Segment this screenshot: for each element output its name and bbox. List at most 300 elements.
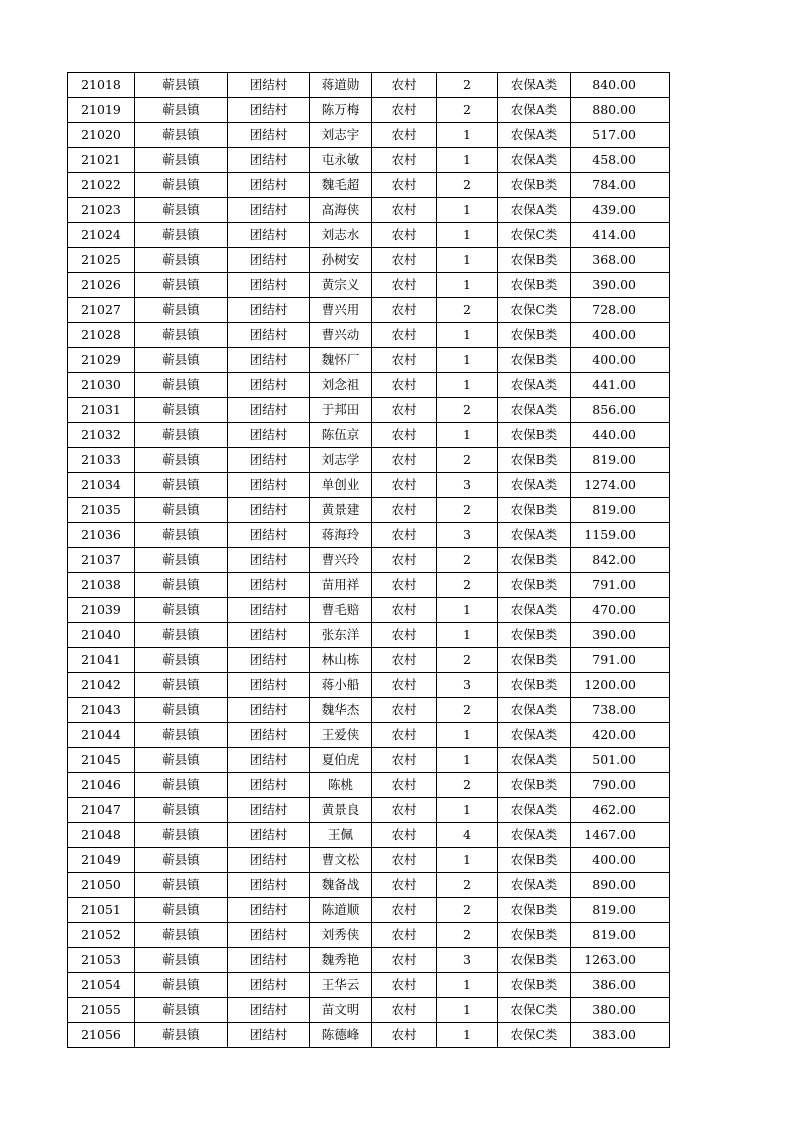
record-id-cell: 21042 <box>68 673 135 698</box>
category-cell: 农保B类 <box>498 648 571 673</box>
category-cell: 农保A类 <box>498 98 571 123</box>
name-cell: 曹毛赔 <box>310 598 372 623</box>
village-cell: 团结村 <box>228 448 310 473</box>
category-cell: 农保B类 <box>498 423 571 448</box>
household-type-cell: 农村 <box>372 823 437 848</box>
category-cell: 农保A类 <box>498 373 571 398</box>
member-count-cell: 1 <box>437 973 498 998</box>
town-cell: 蕲县镇 <box>135 973 228 998</box>
record-id-cell: 21019 <box>68 98 135 123</box>
town-cell: 蕲县镇 <box>135 873 228 898</box>
record-id-cell: 21045 <box>68 748 135 773</box>
amount-cell: 1274.00 <box>571 473 670 498</box>
record-id-cell: 21034 <box>68 473 135 498</box>
name-cell: 蒋海玲 <box>310 523 372 548</box>
category-cell: 农保A类 <box>498 123 571 148</box>
village-cell: 团结村 <box>228 398 310 423</box>
category-cell: 农保B类 <box>498 548 571 573</box>
village-cell: 团结村 <box>228 148 310 173</box>
name-cell: 刘志水 <box>310 223 372 248</box>
member-count-cell: 1 <box>437 848 498 873</box>
record-id-cell: 21044 <box>68 723 135 748</box>
table-row <box>68 748 670 773</box>
amount-cell: 368.00 <box>571 248 670 273</box>
category-cell: 农保B类 <box>498 173 571 198</box>
household-type-cell: 农村 <box>372 473 437 498</box>
name-cell: 黄景良 <box>310 798 372 823</box>
name-cell: 陈德峰 <box>310 1023 372 1048</box>
town-cell: 蕲县镇 <box>135 373 228 398</box>
table-row <box>68 948 670 973</box>
member-count-cell: 1 <box>437 798 498 823</box>
category-cell: 农保A类 <box>498 823 571 848</box>
amount-cell: 420.00 <box>571 723 670 748</box>
village-cell: 团结村 <box>228 648 310 673</box>
amount-cell: 380.00 <box>571 998 670 1023</box>
member-count-cell: 2 <box>437 698 498 723</box>
category-cell: 农保B类 <box>498 623 571 648</box>
category-cell: 农保B类 <box>498 898 571 923</box>
table-row <box>68 848 670 873</box>
town-cell: 蕲县镇 <box>135 648 228 673</box>
village-cell: 团结村 <box>228 698 310 723</box>
town-cell: 蕲县镇 <box>135 598 228 623</box>
category-cell: 农保A类 <box>498 723 571 748</box>
name-cell: 王爱侠 <box>310 723 372 748</box>
household-type-cell: 农村 <box>372 73 437 98</box>
amount-cell: 440.00 <box>571 423 670 448</box>
amount-cell: 880.00 <box>571 98 670 123</box>
table-row <box>68 698 670 723</box>
record-id-cell: 21041 <box>68 648 135 673</box>
record-id-cell: 21055 <box>68 998 135 1023</box>
member-count-cell: 1 <box>437 1023 498 1048</box>
village-cell: 团结村 <box>228 973 310 998</box>
town-cell: 蕲县镇 <box>135 148 228 173</box>
category-cell: 农保B类 <box>498 248 571 273</box>
table-row <box>68 248 670 273</box>
table-row <box>68 598 670 623</box>
member-count-cell: 2 <box>437 173 498 198</box>
member-count-cell: 1 <box>437 423 498 448</box>
town-cell: 蕲县镇 <box>135 423 228 448</box>
household-type-cell: 农村 <box>372 923 437 948</box>
category-cell: 农保A类 <box>498 748 571 773</box>
village-cell: 团结村 <box>228 373 310 398</box>
name-cell: 孙树安 <box>310 248 372 273</box>
town-cell: 蕲县镇 <box>135 73 228 98</box>
member-count-cell: 1 <box>437 598 498 623</box>
name-cell: 刘志学 <box>310 448 372 473</box>
name-cell: 单创业 <box>310 473 372 498</box>
category-cell: 农保B类 <box>498 348 571 373</box>
town-cell: 蕲县镇 <box>135 398 228 423</box>
amount-cell: 790.00 <box>571 773 670 798</box>
town-cell: 蕲县镇 <box>135 273 228 298</box>
category-cell: 农保A类 <box>498 698 571 723</box>
category-cell: 农保A类 <box>498 473 571 498</box>
household-type-cell: 农村 <box>372 748 437 773</box>
beneficiary-table <box>67 72 670 1048</box>
household-type-cell: 农村 <box>372 323 437 348</box>
record-id-cell: 21043 <box>68 698 135 723</box>
amount-cell: 1200.00 <box>571 673 670 698</box>
table-row <box>68 798 670 823</box>
record-id-cell: 21048 <box>68 823 135 848</box>
amount-cell: 1467.00 <box>571 823 670 848</box>
name-cell: 王华云 <box>310 973 372 998</box>
village-cell: 团结村 <box>228 298 310 323</box>
village-cell: 团结村 <box>228 223 310 248</box>
member-count-cell: 2 <box>437 873 498 898</box>
member-count-cell: 3 <box>437 948 498 973</box>
amount-cell: 1159.00 <box>571 523 670 548</box>
table-row <box>68 648 670 673</box>
name-cell: 黄景建 <box>310 498 372 523</box>
member-count-cell: 3 <box>437 523 498 548</box>
town-cell: 蕲县镇 <box>135 298 228 323</box>
town-cell: 蕲县镇 <box>135 823 228 848</box>
name-cell: 魏毛超 <box>310 173 372 198</box>
village-cell: 团结村 <box>228 773 310 798</box>
name-cell: 魏备战 <box>310 873 372 898</box>
village-cell: 团结村 <box>228 923 310 948</box>
household-type-cell: 农村 <box>372 698 437 723</box>
member-count-cell: 2 <box>437 648 498 673</box>
category-cell: 农保B类 <box>498 273 571 298</box>
record-id-cell: 21023 <box>68 198 135 223</box>
name-cell: 于邦田 <box>310 398 372 423</box>
town-cell: 蕲县镇 <box>135 248 228 273</box>
record-id-cell: 21026 <box>68 273 135 298</box>
name-cell: 曹兴用 <box>310 298 372 323</box>
town-cell: 蕲县镇 <box>135 673 228 698</box>
record-id-cell: 21037 <box>68 548 135 573</box>
household-type-cell: 农村 <box>372 623 437 648</box>
category-cell: 农保B类 <box>498 923 571 948</box>
table-row <box>68 373 670 398</box>
table-row <box>68 473 670 498</box>
member-count-cell: 2 <box>437 923 498 948</box>
name-cell: 张东洋 <box>310 623 372 648</box>
village-cell: 团结村 <box>228 898 310 923</box>
category-cell: 农保A类 <box>498 198 571 223</box>
member-count-cell: 1 <box>437 273 498 298</box>
member-count-cell: 1 <box>437 623 498 648</box>
household-type-cell: 农村 <box>372 548 437 573</box>
amount-cell: 1263.00 <box>571 948 670 973</box>
village-cell: 团结村 <box>228 273 310 298</box>
town-cell: 蕲县镇 <box>135 748 228 773</box>
village-cell: 团结村 <box>228 873 310 898</box>
town-cell: 蕲县镇 <box>135 548 228 573</box>
name-cell: 刘志宇 <box>310 123 372 148</box>
town-cell: 蕲县镇 <box>135 848 228 873</box>
table-body <box>68 73 670 1048</box>
member-count-cell: 1 <box>437 148 498 173</box>
category-cell: 农保B类 <box>498 448 571 473</box>
member-count-cell: 2 <box>437 898 498 923</box>
village-cell: 团结村 <box>228 73 310 98</box>
record-id-cell: 21039 <box>68 598 135 623</box>
record-id-cell: 21032 <box>68 423 135 448</box>
amount-cell: 890.00 <box>571 873 670 898</box>
table-row <box>68 148 670 173</box>
name-cell: 刘秀侠 <box>310 923 372 948</box>
village-cell: 团结村 <box>228 723 310 748</box>
table-row <box>68 548 670 573</box>
table-row <box>68 923 670 948</box>
household-type-cell: 农村 <box>372 973 437 998</box>
record-id-cell: 21033 <box>68 448 135 473</box>
amount-cell: 439.00 <box>571 198 670 223</box>
amount-cell: 390.00 <box>571 273 670 298</box>
village-cell: 团结村 <box>228 523 310 548</box>
category-cell: 农保B类 <box>498 773 571 798</box>
amount-cell: 414.00 <box>571 223 670 248</box>
member-count-cell: 1 <box>437 373 498 398</box>
name-cell: 黄宗义 <box>310 273 372 298</box>
amount-cell: 738.00 <box>571 698 670 723</box>
village-cell: 团结村 <box>228 248 310 273</box>
amount-cell: 819.00 <box>571 923 670 948</box>
town-cell: 蕲县镇 <box>135 123 228 148</box>
table-row <box>68 73 670 98</box>
village-cell: 团结村 <box>228 623 310 648</box>
record-id-cell: 21021 <box>68 148 135 173</box>
table-row <box>68 323 670 348</box>
category-cell: 农保A类 <box>498 598 571 623</box>
member-count-cell: 1 <box>437 723 498 748</box>
category-cell: 农保A类 <box>498 148 571 173</box>
record-id-cell: 21053 <box>68 948 135 973</box>
town-cell: 蕲县镇 <box>135 698 228 723</box>
record-id-cell: 21018 <box>68 73 135 98</box>
village-cell: 团结村 <box>228 823 310 848</box>
household-type-cell: 农村 <box>372 573 437 598</box>
household-type-cell: 农村 <box>372 298 437 323</box>
name-cell: 曹兴玲 <box>310 548 372 573</box>
amount-cell: 517.00 <box>571 123 670 148</box>
record-id-cell: 21054 <box>68 973 135 998</box>
category-cell: 农保A类 <box>498 523 571 548</box>
name-cell: 曹文松 <box>310 848 372 873</box>
table-row <box>68 973 670 998</box>
record-id-cell: 21036 <box>68 523 135 548</box>
town-cell: 蕲县镇 <box>135 323 228 348</box>
village-cell: 团结村 <box>228 198 310 223</box>
village-cell: 团结村 <box>228 573 310 598</box>
member-count-cell: 4 <box>437 823 498 848</box>
household-type-cell: 农村 <box>372 1023 437 1048</box>
household-type-cell: 农村 <box>372 773 437 798</box>
table-row <box>68 623 670 648</box>
village-cell: 团结村 <box>228 548 310 573</box>
name-cell: 魏秀艳 <box>310 948 372 973</box>
table-row <box>68 298 670 323</box>
village-cell: 团结村 <box>228 748 310 773</box>
category-cell: 农保C类 <box>498 998 571 1023</box>
amount-cell: 470.00 <box>571 598 670 623</box>
record-id-cell: 21022 <box>68 173 135 198</box>
village-cell: 团结村 <box>228 123 310 148</box>
table-row <box>68 198 670 223</box>
village-cell: 团结村 <box>228 423 310 448</box>
record-id-cell: 21038 <box>68 573 135 598</box>
table-row <box>68 873 670 898</box>
household-type-cell: 农村 <box>372 998 437 1023</box>
village-cell: 团结村 <box>228 498 310 523</box>
member-count-cell: 1 <box>437 223 498 248</box>
household-type-cell: 农村 <box>372 948 437 973</box>
village-cell: 团结村 <box>228 1023 310 1048</box>
category-cell: 农保A类 <box>498 73 571 98</box>
town-cell: 蕲县镇 <box>135 798 228 823</box>
household-type-cell: 农村 <box>372 348 437 373</box>
record-id-cell: 21024 <box>68 223 135 248</box>
village-cell: 团结村 <box>228 473 310 498</box>
name-cell: 王佩 <box>310 823 372 848</box>
household-type-cell: 农村 <box>372 98 437 123</box>
town-cell: 蕲县镇 <box>135 173 228 198</box>
amount-cell: 791.00 <box>571 573 670 598</box>
amount-cell: 840.00 <box>571 73 670 98</box>
name-cell: 曹兴动 <box>310 323 372 348</box>
member-count-cell: 1 <box>437 323 498 348</box>
record-id-cell: 21050 <box>68 873 135 898</box>
member-count-cell: 1 <box>437 998 498 1023</box>
name-cell: 陈伍京 <box>310 423 372 448</box>
name-cell: 陈万梅 <box>310 98 372 123</box>
category-cell: 农保B类 <box>498 323 571 348</box>
amount-cell: 819.00 <box>571 498 670 523</box>
name-cell: 屯永敏 <box>310 148 372 173</box>
record-id-cell: 21056 <box>68 1023 135 1048</box>
name-cell: 苗用祥 <box>310 573 372 598</box>
table-row <box>68 723 670 748</box>
member-count-cell: 1 <box>437 748 498 773</box>
household-type-cell: 农村 <box>372 223 437 248</box>
amount-cell: 462.00 <box>571 798 670 823</box>
table-row <box>68 398 670 423</box>
record-id-cell: 21046 <box>68 773 135 798</box>
member-count-cell: 2 <box>437 573 498 598</box>
town-cell: 蕲县镇 <box>135 98 228 123</box>
table-row <box>68 348 670 373</box>
table-row <box>68 523 670 548</box>
name-cell: 陈道顺 <box>310 898 372 923</box>
town-cell: 蕲县镇 <box>135 723 228 748</box>
table-row <box>68 998 670 1023</box>
village-cell: 团结村 <box>228 598 310 623</box>
amount-cell: 383.00 <box>571 1023 670 1048</box>
town-cell: 蕲县镇 <box>135 448 228 473</box>
amount-cell: 400.00 <box>571 348 670 373</box>
household-type-cell: 农村 <box>372 498 437 523</box>
name-cell: 刘念祖 <box>310 373 372 398</box>
village-cell: 团结村 <box>228 673 310 698</box>
town-cell: 蕲县镇 <box>135 948 228 973</box>
town-cell: 蕲县镇 <box>135 923 228 948</box>
name-cell: 夏伯虎 <box>310 748 372 773</box>
name-cell: 魏怀厂 <box>310 348 372 373</box>
table-row <box>68 498 670 523</box>
member-count-cell: 3 <box>437 473 498 498</box>
household-type-cell: 农村 <box>372 523 437 548</box>
amount-cell: 791.00 <box>571 648 670 673</box>
table-row <box>68 423 670 448</box>
member-count-cell: 2 <box>437 773 498 798</box>
category-cell: 农保B类 <box>498 973 571 998</box>
member-count-cell: 3 <box>437 673 498 698</box>
name-cell: 魏华杰 <box>310 698 372 723</box>
record-id-cell: 21052 <box>68 923 135 948</box>
record-id-cell: 21030 <box>68 373 135 398</box>
town-cell: 蕲县镇 <box>135 198 228 223</box>
name-cell: 林山栋 <box>310 648 372 673</box>
household-type-cell: 农村 <box>372 673 437 698</box>
category-cell: 农保A类 <box>498 873 571 898</box>
household-type-cell: 农村 <box>372 123 437 148</box>
name-cell: 蒋小船 <box>310 673 372 698</box>
household-type-cell: 农村 <box>372 798 437 823</box>
table-row <box>68 1023 670 1048</box>
category-cell: 农保A类 <box>498 398 571 423</box>
record-id-cell: 21035 <box>68 498 135 523</box>
town-cell: 蕲县镇 <box>135 348 228 373</box>
household-type-cell: 农村 <box>372 198 437 223</box>
town-cell: 蕲县镇 <box>135 773 228 798</box>
town-cell: 蕲县镇 <box>135 523 228 548</box>
amount-cell: 441.00 <box>571 373 670 398</box>
record-id-cell: 21025 <box>68 248 135 273</box>
member-count-cell: 2 <box>437 73 498 98</box>
household-type-cell: 农村 <box>372 848 437 873</box>
amount-cell: 784.00 <box>571 173 670 198</box>
household-type-cell: 农村 <box>372 273 437 298</box>
amount-cell: 819.00 <box>571 448 670 473</box>
town-cell: 蕲县镇 <box>135 1023 228 1048</box>
household-type-cell: 农村 <box>372 173 437 198</box>
name-cell: 蒋道勋 <box>310 73 372 98</box>
category-cell: 农保B类 <box>498 848 571 873</box>
member-count-cell: 2 <box>437 398 498 423</box>
amount-cell: 842.00 <box>571 548 670 573</box>
amount-cell: 728.00 <box>571 298 670 323</box>
name-cell: 陈桃 <box>310 773 372 798</box>
village-cell: 团结村 <box>228 848 310 873</box>
member-count-cell: 1 <box>437 198 498 223</box>
category-cell: 农保C类 <box>498 1023 571 1048</box>
table-row <box>68 123 670 148</box>
village-cell: 团结村 <box>228 948 310 973</box>
member-count-cell: 1 <box>437 123 498 148</box>
table-row <box>68 673 670 698</box>
member-count-cell: 1 <box>437 348 498 373</box>
village-cell: 团结村 <box>228 173 310 198</box>
table-row <box>68 773 670 798</box>
town-cell: 蕲县镇 <box>135 623 228 648</box>
village-cell: 团结村 <box>228 348 310 373</box>
table-row <box>68 223 670 248</box>
village-cell: 团结村 <box>228 798 310 823</box>
household-type-cell: 农村 <box>372 148 437 173</box>
household-type-cell: 农村 <box>372 898 437 923</box>
member-count-cell: 2 <box>437 448 498 473</box>
member-count-cell: 1 <box>437 248 498 273</box>
table-row <box>68 448 670 473</box>
household-type-cell: 农村 <box>372 598 437 623</box>
